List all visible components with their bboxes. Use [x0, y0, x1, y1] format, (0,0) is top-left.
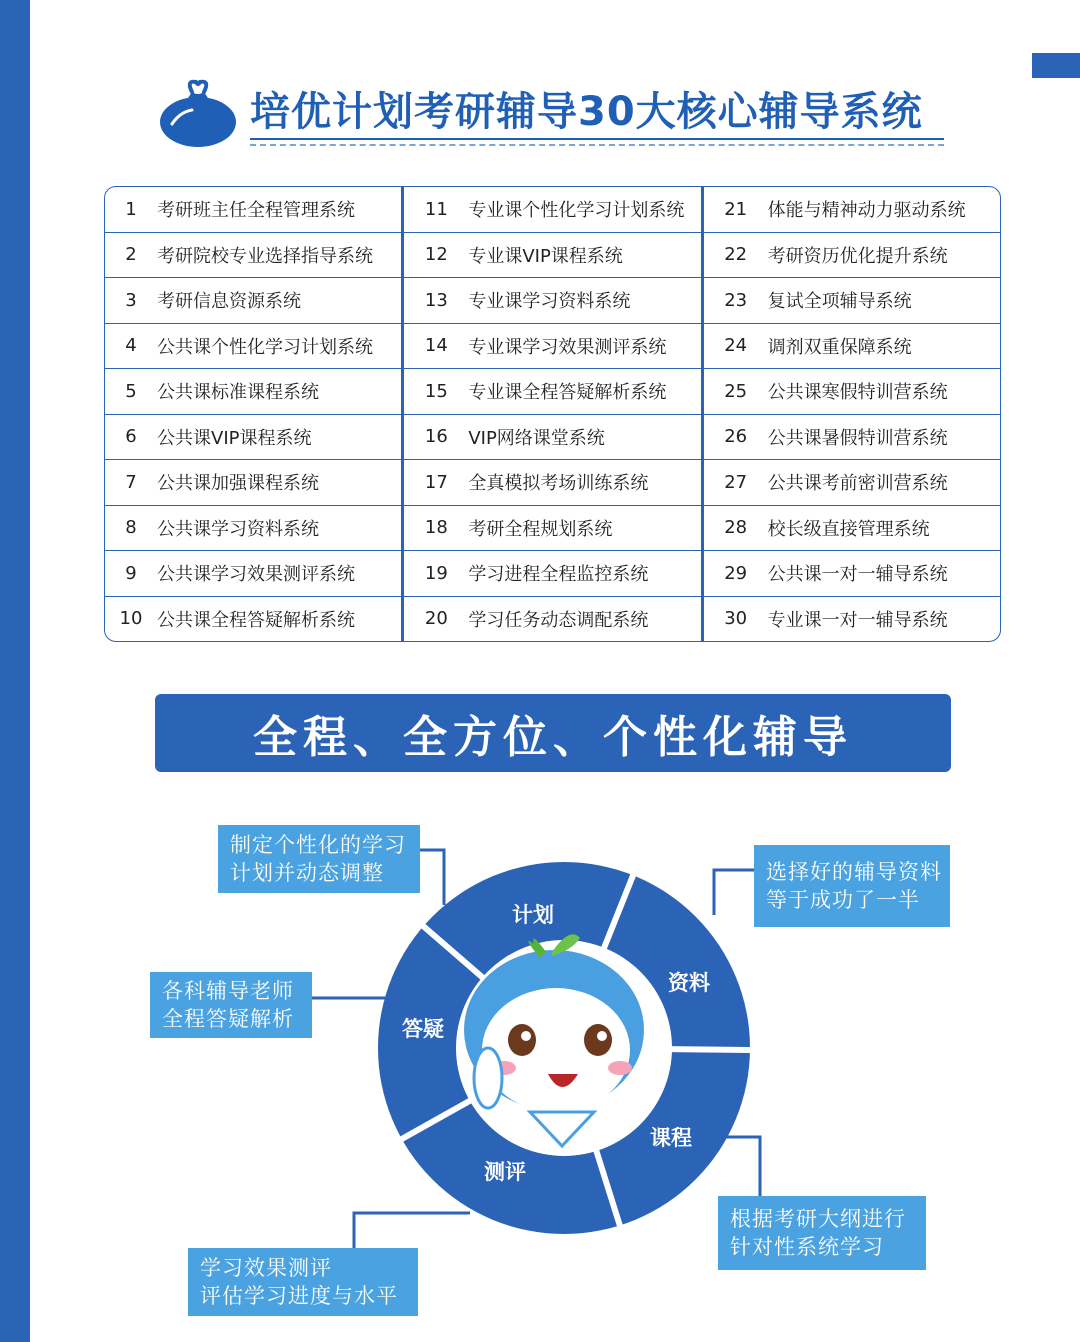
system-item: 29 公共课一对一辅导系统: [704, 550, 1000, 596]
system-item: 24 调剂双重保障系统: [704, 323, 1000, 369]
section-banner: 全程、全方位、个性化辅导: [155, 694, 951, 772]
segment-evaluation: 测评: [484, 1160, 526, 1184]
page-title: 培优计划考研辅导30大核心辅导系统: [250, 89, 923, 135]
system-item: 3 考研信息资源系统: [105, 277, 401, 323]
callout-course: 根据考研大纲进行 针对性系统学习: [718, 1196, 926, 1270]
system-item: 6 公共课VIP课程系统: [105, 414, 401, 460]
system-item: 30 专业课一对一辅导系统: [704, 596, 1000, 642]
system-item: 12 专业课VIP课程系统: [404, 232, 700, 278]
system-item: 14 专业课学习效果测评系统: [404, 323, 700, 369]
system-item: 17 全真模拟考场训练系统: [404, 459, 700, 505]
segment-plan: 计划: [512, 903, 554, 927]
connector-plan: [420, 850, 444, 905]
segment-materials: 资料: [668, 971, 710, 995]
system-item: 5 公共课标准课程系统: [105, 368, 401, 414]
callout-materials: 选择好的辅导资料 等于成功了一半: [754, 845, 950, 927]
system-item: 23 复试全项辅导系统: [704, 277, 1000, 323]
connector-course: [718, 1137, 760, 1196]
system-item: 21 体能与精神动力驱动系统: [724, 198, 966, 222]
connector-evaluation: [354, 1213, 470, 1250]
system-item: 1 考研班主任全程管理系统: [125, 198, 355, 222]
segment-qa: 答疑: [402, 1017, 444, 1041]
system-item: 11 专业课个性化学习计划系统: [424, 198, 685, 222]
system-item: 7 公共课加强课程系统: [105, 459, 401, 505]
system-item: 2 考研院校专业选择指导系统: [105, 232, 401, 278]
system-item: 10 公共课全程答疑解析系统: [105, 596, 401, 642]
system-item: 15 专业课全程答疑解析系统: [404, 368, 700, 414]
system-item: 9 公共课学习效果测评系统: [105, 550, 401, 596]
system-item: 4 公共课个性化学习计划系统: [105, 323, 401, 369]
callout-evaluation: 学习效果测评 评估学习进度与水平: [188, 1248, 418, 1316]
system-item: 28 校长级直接管理系统: [704, 505, 1000, 551]
system-item: 19 学习进程全程监控系统: [404, 550, 700, 596]
system-item: 18 考研全程规划系统: [404, 505, 700, 551]
segment-course: 课程: [650, 1126, 692, 1150]
system-item: 16 VIP网络课堂系统: [404, 414, 700, 460]
system-item: 26 公共课暑假特训营系统: [704, 414, 1000, 460]
system-item: 20 学习任务动态调配系统: [404, 596, 700, 642]
connector-materials: [714, 870, 756, 915]
callout-qa: 各科辅导老师 全程答疑解析: [150, 972, 312, 1038]
system-item: 27 公共课考前密训营系统: [704, 459, 1000, 505]
system-item: 13 专业课学习资料系统: [404, 277, 700, 323]
callout-plan: 制定个性化的学习 计划并动态调整: [218, 825, 420, 893]
system-item: 8 公共课学习资料系统: [105, 505, 401, 551]
system-item: 22 考研资历优化提升系统: [704, 232, 1000, 278]
system-item: 25 公共课寒假特训营系统: [704, 368, 1000, 414]
